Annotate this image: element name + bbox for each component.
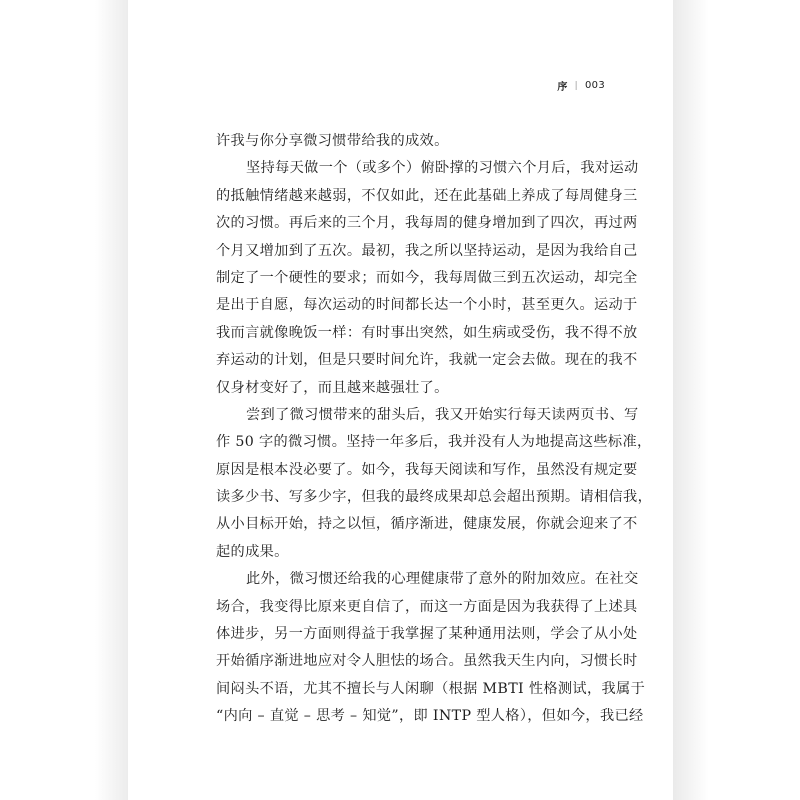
text-line: 原因是根本没必要了。如今，我每天阅读和写作，虽然没有规定要 xyxy=(216,461,638,478)
text-line: 是出于自愿，每次运动的时间都长达一个小时，甚至更久。运动于 xyxy=(216,297,638,314)
text-line: 许我与你分享微习惯带给我的成效。 xyxy=(216,133,449,149)
page-number: 003 xyxy=(585,80,605,91)
text-line: 场合，我变得比原来更自信了，而这一方面是因为我获得了上述具 xyxy=(216,598,638,615)
text-line: 制定了一个硬性的要求；而如今，我每周做三到五次运动，却完全 xyxy=(216,269,638,286)
text-line: 仅身材变好了，而且越来越强壮了。 xyxy=(216,379,449,396)
text-line: 个月又增加到了五次。最初，我之所以坚持运动，是因为我给自己 xyxy=(216,242,638,259)
text-line: 体进步，另一方面则得益于我掌握了某种通用法则，学会了从小处 xyxy=(216,626,638,643)
text-line: 读多少书、写多少字，但我的最终成果却总会超出预期。请相信我， xyxy=(216,489,653,506)
body-text xyxy=(216,128,653,731)
text-line: 尝到了微习惯带来的甜头后，我又开始实行每天读两页书、写 xyxy=(246,406,639,423)
text-line: 开始循序渐进地应对令人胆怯的场合。虽然我天生内向，习惯长时 xyxy=(216,653,638,670)
text-line: 次的习惯。再后来的三个月，我每周的健身增加到了四次，再过两 xyxy=(216,215,638,232)
text-line: 的抵触情绪越来越弱，不仅如此，还在此基础上养成了每周健身三 xyxy=(216,187,638,204)
text-line: 从小目标开始，持之以恒，循序渐进，健康发展，你就会迎来了不 xyxy=(216,516,638,533)
page-shadow-right xyxy=(673,0,709,800)
text-line: “内向 – 直觉 – 思考 – 知觉”，即 INTP 型人格），但如今，我已经 xyxy=(216,708,644,725)
text-line: 坚持每天做一个（或多个）俯卧撑的习惯六个月后，我对运动 xyxy=(246,160,639,177)
text-line: 我而言就像晚饭一样：有时事出突然，如生病或受伤，我不得不放 xyxy=(216,324,638,341)
running-head xyxy=(557,78,605,93)
section-title: 序 xyxy=(557,82,568,93)
text-line: 间闷头不语，尤其不擅长与人闲聊（根据 MBTI 性格测试，我属于 xyxy=(216,680,646,697)
book-page xyxy=(128,0,673,800)
text-line: 作 50 字的微习惯。坚持一年多后，我并没有人为地提高这些标准， xyxy=(216,434,652,451)
text-line: 弃运动的计划，但是只要时间允许，我就一定会去做。现在的我不 xyxy=(216,352,638,369)
text-line: 起的成果。 xyxy=(216,543,289,560)
page-shadow-left xyxy=(95,0,128,800)
text-line: 此外，微习惯还给我的心理健康带了意外的附加效应。在社交 xyxy=(246,571,639,588)
header-separator: | xyxy=(574,80,578,91)
